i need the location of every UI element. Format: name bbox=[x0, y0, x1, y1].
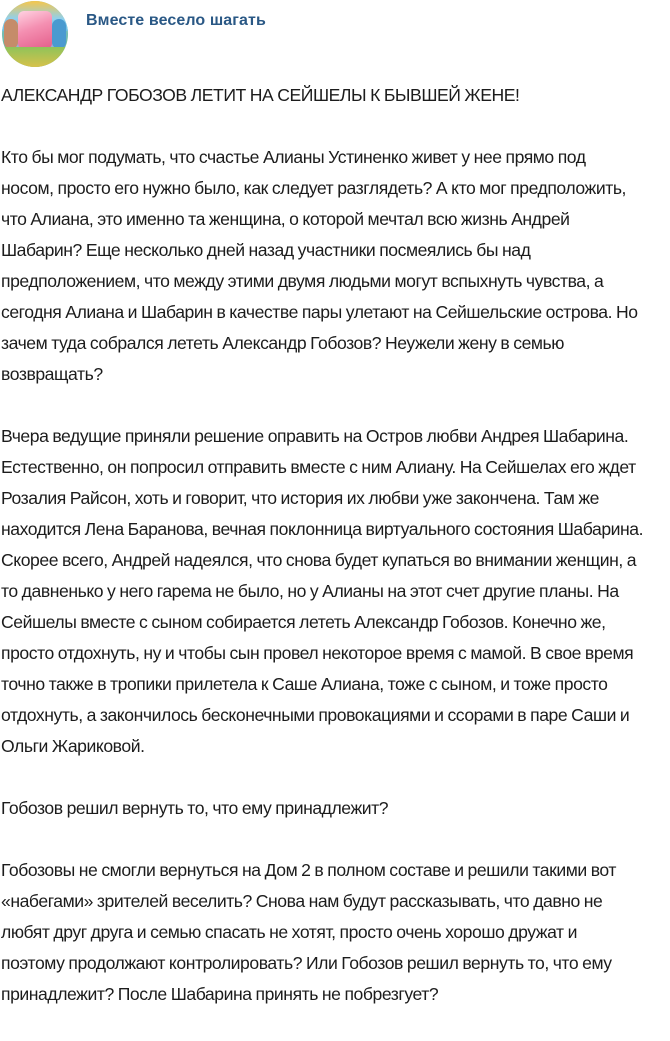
paragraph-1 bbox=[1, 142, 669, 390]
post-text bbox=[1, 80, 669, 1041]
paragraph-2 bbox=[1, 421, 669, 762]
text-line: Розалия Райсон, хоть и говорит, что история их любви уже закончена. Там же bbox=[1, 488, 600, 508]
text-line: Ольги Жариковой. bbox=[1, 736, 145, 756]
avatar-figure-center bbox=[18, 11, 52, 49]
text-line: точно также в тропики прилетела к Саше Алиана, тоже с сыном, и тоже просто bbox=[1, 674, 608, 694]
text-line: Естественно, он попросил отправить вместе с ним Алиану. На Сейшелах его ждет bbox=[1, 457, 636, 477]
text-line: носом, просто его нужно было, как следует разглядеть? А кто мог предположить, bbox=[1, 178, 626, 198]
text-line: то давненько у него гарема не было, но у Алианы на этот счет другие планы. На bbox=[1, 581, 619, 601]
post-header bbox=[0, 0, 670, 70]
group-avatar[interactable] bbox=[2, 1, 68, 67]
text-line: поэтому продолжают контролировать? Или Гобозов решил вернуть то, что ему bbox=[1, 953, 612, 973]
text-line: любят друг друга и семью спасать не хотят, просто очень хорошо дружат и bbox=[1, 922, 577, 942]
text-line: находится Лена Баранова, вечная поклонница виртуального состояния Шабарина. bbox=[1, 519, 644, 539]
post-headline: АЛЕКСАНДР ГОБОЗОВ ЛЕТИТ НА СЕЙШЕЛЫ К БЫВШЕЙ ЖЕНЕ! bbox=[1, 85, 520, 105]
text-line: Гобозов решил вернуть то, что ему принадлежит? bbox=[1, 798, 389, 818]
text-line: отдохнуть, а закончилось бесконечными провокациями и ссорами в паре Саши и bbox=[1, 705, 630, 725]
text-line: сегодня Алиана и Шабарин в качестве пары улетают на Сейшельские острова. Но bbox=[1, 302, 638, 322]
paragraph-4 bbox=[1, 855, 669, 1010]
text-line: «набегами» зрителей веселить? Снова нам будут рассказывать, что давно не bbox=[1, 891, 603, 911]
text-line: предположением, что между этими двумя людьми могут вспыхнуть чувства, а bbox=[1, 271, 604, 291]
text-line: что Алиана, это именно та женщина, о которой мечтал всю жизнь Андрей bbox=[1, 209, 570, 229]
text-line: Сейшелы вместе с сыном собирается лететь Александр Гобозов. Конечно же, bbox=[1, 612, 606, 632]
text-line: Шабарин? Еще несколько дней назад участники посмеялись бы над bbox=[1, 240, 531, 260]
avatar-figure-left bbox=[4, 19, 18, 49]
text-line: Гобозовы не смогли вернуться на Дом 2 в полном составе и решили такими вот bbox=[1, 860, 616, 880]
paragraph-subheading bbox=[1, 793, 669, 824]
text-line: Скорее всего, Андрей надеялся, что снова будет купаться во внимании женщин, а bbox=[1, 550, 637, 570]
text-line: Кто бы мог подумать, что счастье Алианы Устиненко живет у нее прямо под bbox=[1, 147, 586, 167]
text-line: Вчера ведущие приняли решение оправить на Остров любви Андрея Шабарина. bbox=[1, 426, 629, 446]
text-line: зачем туда собрался лететь Александр Гобозов? Неужели жену в семью bbox=[1, 333, 565, 353]
text-line: принадлежит? После Шабарина принять не побрезгует? bbox=[1, 984, 439, 1004]
group-name-link[interactable]: Вместе весело шагать bbox=[86, 12, 266, 29]
avatar-ground-shape bbox=[2, 47, 68, 67]
text-line: просто отдохнуть, ну и чтобы сын провел некоторое время с мамой. В свое время bbox=[1, 643, 634, 663]
text-line: возвращать? bbox=[1, 364, 103, 384]
avatar-figure-right bbox=[52, 19, 66, 49]
